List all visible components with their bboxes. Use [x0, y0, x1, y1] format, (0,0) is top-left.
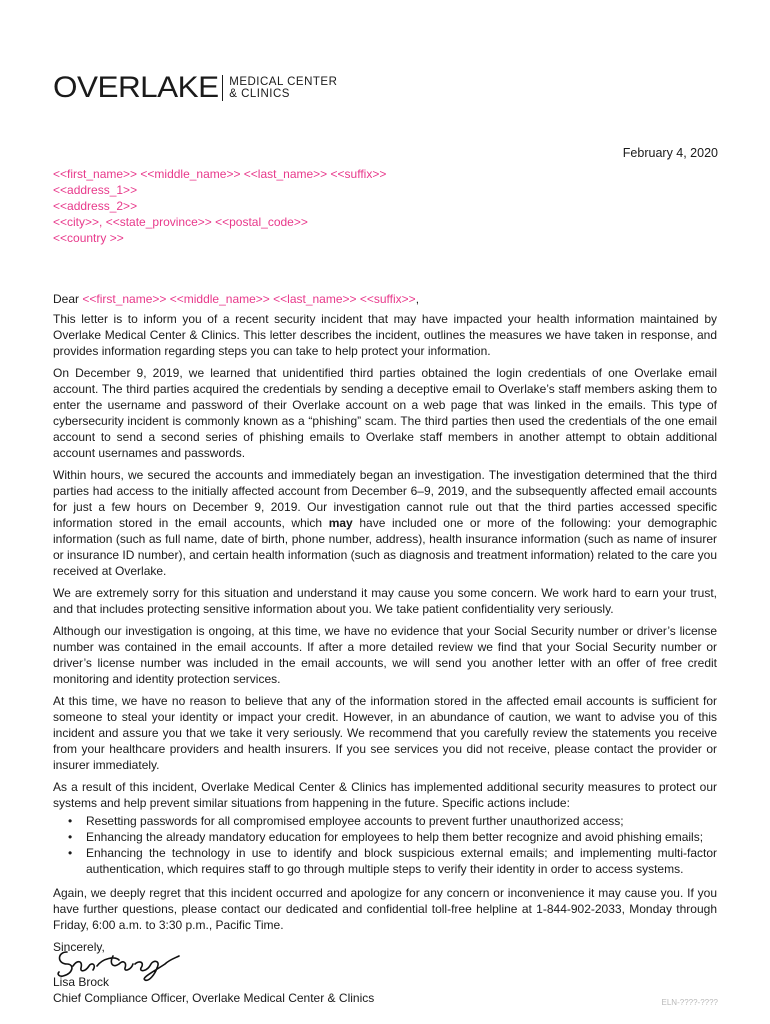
signer-name: Lisa Brock: [53, 975, 110, 989]
logo-subtitle-line1: MEDICAL CENTER: [229, 76, 338, 88]
address-line: <<first_name>> <<middle_name>> <<last_name>> <<suffix>>: [53, 167, 387, 181]
salutation: [53, 291, 717, 307]
salutation-suffix: ,: [415, 292, 420, 306]
logo-subtitle: [229, 76, 337, 100]
paragraph-ssn: Although our investigation is ongoing, at this time, we have no evidence that your Social Security number or driver’s license number was contained in the email accounts. If after a more detailed review we find that your Social Security number or driver’s license number was included in the email accounts, we will send you another letter with an offer of free credit monitoring and identity protection services.: [53, 624, 717, 686]
emphasis-may: may: [328, 516, 353, 530]
signer-title: Chief Compliance Officer, Overlake Medical Center & Clinics: [53, 991, 375, 1005]
letter-body: [53, 291, 717, 961]
measures-list: [53, 813, 717, 877]
paragraph-intro: This letter is to inform you of a recent security incident that may have impacted your health information maintained by Overlake Medical Center & Clinics. This letter describes the incident, outlines the measures we have taken in response, and provides information regarding steps you can take to help protect your information.: [53, 312, 717, 358]
recipient-address: [53, 166, 386, 246]
closing: Sincerely,: [53, 940, 105, 954]
footer-code: ELN-????-????: [661, 998, 718, 1007]
paragraph-apology: We are extremely sorry for this situation and understand it may cause you some concern. We work hard to earn your trust, and that includes protecting sensitive information about you. We take patient confidentiality very seriously.: [53, 586, 717, 616]
list-item: • Enhancing the technology in use to identify and block suspicious external emails; and implementing multi-factor authentication, which requires staff to go through multiple steps to verify their identity in order to access systems.: [53, 845, 717, 877]
paragraph-investigation: [53, 467, 717, 579]
list-item: • Enhancing the already mandatory education for employees to help them better recognize and avoid phishing emails;: [53, 829, 717, 845]
logo-divider: [222, 75, 224, 101]
address-line: <<city>>, <<state_province>> <<postal_code>>: [53, 215, 308, 229]
logo-wordmark: OVERLAKE: [53, 71, 219, 104]
address-line: <<address_2>>: [53, 199, 138, 213]
list-item: • Resetting passwords for all compromised employee accounts to prevent further unauthorized access;: [53, 813, 717, 829]
paragraph-contact: Again, we deeply regret that this incident occurred and apologize for any concern or inconvenience it may cause you. If you have further questions, please contact our dedicated and confidential toll-free helpline at 1-844-902-2033, Monday through Friday, 6:00 a.m. to 3:30 p.m., Pacific Time.: [53, 886, 717, 932]
salutation-name: <<first_name>> <<middle_name>> <<last_name>> <<suffix>>: [82, 292, 416, 306]
letter-date: February 4, 2020: [622, 146, 718, 160]
overlake-logo: [53, 72, 337, 104]
paragraph-investigation-part1: Within hours, we secured the accounts and immediately began an investigation. The investigation determined that the third parties had access to the initially affected account from December 6–9, 2019, and the subsequently affected email accounts for just a few hours on December 9, 2019. Our investigation cannot rule out that the third parties accessed specific information stored in the email accounts, which: [53, 468, 717, 530]
paragraph-investigation-part2: have included one or more of the following: your demographic information (such as full name, date of birth, phone number, address), health insurance information (such as name of insurer or insurance ID number), and certain health information (such as diagnosis and treatment information) related to the care you received at Overlake.: [53, 516, 717, 578]
paragraph-incident: On December 9, 2019, we learned that unidentified third parties obtained the login credentials of one Overlake email account. The third parties acquired the credentials by sending a deceptive email to Overlake’s staff members asking them to enter the username and password of their Overlake account on a web page that was linked in the emails. This type of cybersecurity incident is commonly known as a “phishing” scam. The third parties then used the credentials of the one email account to send a second series of phishing emails to Overlake staff members in another attempt to obtain additional account usernames and passwords.: [53, 366, 717, 460]
address-line: <<address_1>>: [53, 183, 138, 197]
logo-subtitle-line2: & CLINICS: [229, 88, 290, 100]
paragraph-measures: As a result of this incident, Overlake Medical Center & Clinics has implemented additional security measures to protect our systems and help prevent similar situations from happening in the future. Specific actions include:: [53, 780, 717, 810]
paragraph-advice: At this time, we have no reason to believe that any of the information stored in the affected email accounts is sufficient for someone to steal your identity or impact your credit. However, in an abundance of caution, we want to advise you of this incident and assure you that we take it very seriously. We recommend that you carefully review the statements you receive from your healthcare providers and health insurers. If you see services you did not receive, please contact the provider or insurer immediately.: [53, 694, 717, 772]
salutation-prefix: Dear: [53, 292, 83, 306]
address-line: <<country >>: [53, 231, 124, 245]
